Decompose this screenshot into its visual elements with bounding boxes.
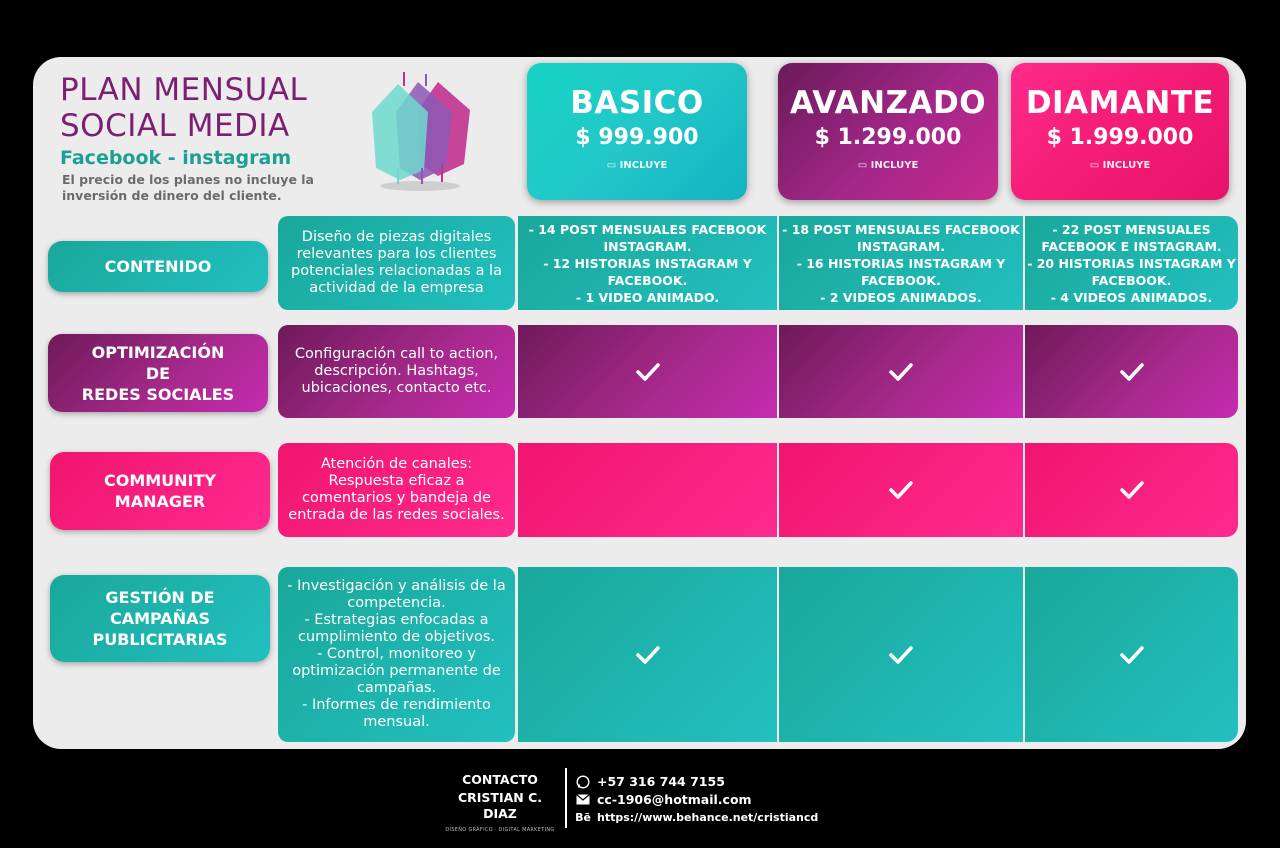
check-icon (888, 645, 914, 665)
plan-avanzado[interactable] (778, 63, 998, 200)
check-icon (1119, 480, 1145, 500)
plan-name: AVANZADO (789, 85, 987, 121)
contact-label: CONTACTO (462, 772, 538, 787)
cell-diamante-optimizacion (1025, 325, 1238, 418)
cell-basico-optimizacion (518, 325, 777, 418)
behance-icon: Bē (575, 810, 591, 824)
plan-name: DIAMANTE (1025, 85, 1215, 121)
row-description-gestion-campanas: - Investigación y análisis de la competencia. - Estrategias enfocadas a cumplimiento de objetivos. - Control, monitoreo y optimización permanente de campañas. - Informes de rendimiento mensual. (278, 567, 515, 742)
plan-price: $ 999.900 (575, 125, 699, 150)
contact-phone[interactable] (575, 774, 725, 789)
row-label-optimizacion: OPTIMIZACIÓN DE REDES SOCIALES (48, 334, 268, 412)
plan-includes: ▭ INCLUYE (857, 160, 919, 171)
row-label-gestion-campanas: GESTIÓN DE CAMPAÑAS PUBLICITARIAS (50, 575, 270, 662)
contact-name: CRISTIAN C. DIAZ (457, 790, 543, 821)
plan-includes: ▭ INCLUYE (606, 160, 668, 171)
cell-diamante-contenido: - 22 POST MENSUALES FACEBOOK E INSTAGRAM. - 20 HISTORIAS INSTAGRAM Y FACEBOOK. - 4 VIDEOS ANIMADOS. (1025, 216, 1238, 310)
title-line-2: SOCIAL MEDIA (60, 108, 290, 144)
calendar-icon: ▭ (857, 160, 871, 171)
cell-diamante-community-manager (1025, 443, 1238, 537)
plan-includes: ▭ INCLUYE (1089, 160, 1151, 171)
cell-basico-contenido: - 14 POST MENSUALES FACEBOOK INSTAGRAM. - 12 HISTORIAS INSTAGRAM Y FACEBOOK. - 1 VIDEO ANIMADO. (518, 216, 777, 310)
plan-basico[interactable] (527, 63, 747, 200)
check-icon (888, 362, 914, 382)
contact-behance[interactable] (575, 810, 818, 824)
cell-avanzado-optimizacion (779, 325, 1023, 418)
row-description-contenido: Diseño de piezas digitales relevantes para los clientes potenciales relacionadas a la actividad de la empresa (278, 216, 515, 310)
contact-email[interactable] (575, 792, 752, 807)
row-description-community-manager: Atención de canales: Respuesta eficaz a comentarios y bandeja de entrada de las redes sociales. (278, 443, 515, 537)
cell-basico-community-manager (518, 443, 777, 537)
page-title (60, 72, 307, 144)
plan-price: $ 1.999.000 (1046, 125, 1194, 150)
plan-price: $ 1.299.000 (814, 125, 962, 150)
cell-diamante-gestion-campanas (1025, 567, 1238, 742)
contact-tagline: DISEÑO GRÁFICO · DIGITAL MARKETING (445, 827, 555, 833)
page-subtitle: Facebook - instagram (60, 147, 292, 169)
mail-icon (575, 793, 591, 807)
plan-name: BASICO (570, 85, 704, 121)
cell-avanzado-contenido: - 18 POST MENSUALES FACEBOOK INSTAGRAM. - 16 HISTORIAS INSTAGRAM Y FACEBOOK. - 2 VIDEOS ANIMADOS. (779, 216, 1023, 310)
email-text: cc-1906@hotmail.com (597, 792, 752, 807)
plan-diamante[interactable] (1011, 63, 1229, 200)
calendar-icon: ▭ (1089, 160, 1103, 171)
row-label-community-manager: COMMUNITY MANAGER (50, 452, 270, 530)
calendar-icon: ▭ (606, 160, 620, 171)
price-note: El precio de los planes no incluye la inversión de dinero del cliente. (62, 172, 314, 203)
check-icon (888, 480, 914, 500)
check-icon (1119, 645, 1145, 665)
title-line-1: PLAN MENSUAL (60, 72, 308, 108)
row-description-optimizacion: Configuración call to action, descripción. Hashtags, ubicaciones, contacto etc. (278, 325, 515, 418)
footer-divider (565, 768, 567, 828)
check-icon (635, 645, 661, 665)
behance-link[interactable]: https://www.behance.net/cristiancd (597, 810, 819, 824)
footer-contact-block (440, 772, 560, 838)
cell-basico-gestion-campanas (518, 567, 777, 742)
cell-avanzado-gestion-campanas (779, 567, 1023, 742)
check-icon (635, 362, 661, 382)
row-label-contenido: CONTENIDO (48, 241, 268, 292)
whatsapp-icon (575, 775, 591, 789)
phone-text: +57 316 744 7155 (597, 774, 725, 789)
check-icon (1119, 362, 1145, 382)
cell-avanzado-community-manager (779, 443, 1023, 537)
logo-icon (368, 72, 478, 194)
